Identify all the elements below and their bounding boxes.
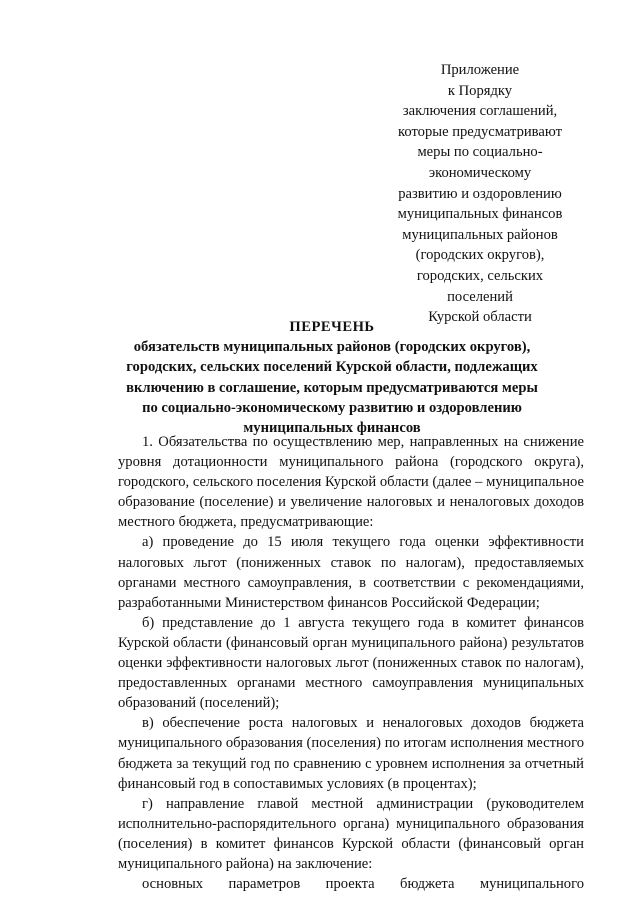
appendix-line: развитию и оздоровлению [398, 185, 562, 202]
body-line: в) обеспечение роста налоговых и неналоговых доходов бюджета [142, 715, 584, 732]
body-line: основных параметров проекта бюджета муниципального [142, 876, 584, 893]
body-line: местного бюджета, предусматривающие: [118, 514, 374, 531]
appendix-line: Курской области [428, 309, 532, 326]
document-title [100, 317, 564, 438]
body-line: муниципального района) на заключение: [118, 855, 373, 872]
body-line: исполнительно-распорядительного органа) муниципального образования [118, 815, 584, 832]
body-line: уровня дотационности муниципального района (городского округа), [118, 454, 584, 471]
appendix-line: заключения соглашений, [402, 103, 558, 120]
appendix-header [370, 60, 590, 328]
body-line: налоговых льгот (пониженных ставок по налогам), предоставляемых [118, 554, 584, 571]
appendix-line: муниципальных финансов [397, 206, 563, 223]
appendix-line: экономическому [428, 164, 532, 181]
document-body [118, 432, 584, 894]
body-line: предоставленных органами местного самоуправления муниципальных [118, 675, 584, 692]
body-line: финансовый год в сопоставимых условиях (в процентах); [118, 775, 477, 792]
title-line: по социально-экономическому развитию и оздоровлению [142, 399, 522, 416]
body-line: г) направление главой местной администрации (руководителем [142, 795, 584, 812]
body-line: городского, сельского поселения Курской области (далее – муниципальное [118, 474, 584, 491]
appendix-line: которые предусматривают [398, 123, 562, 140]
body-line: разработанными Министерством финансов Российской Федерации; [118, 594, 540, 611]
body-line: б) представление до 1 августа текущего года в комитет финансов [142, 614, 584, 631]
appendix-line: меры по социально- [417, 144, 543, 161]
body-line: органами местного самоуправления, в соответствии с рекомендациями, [118, 574, 584, 591]
body-line: (поселения) в комитет финансов Курской области (финансовый орган [118, 835, 584, 852]
appendix-line: муниципальных районов [402, 226, 558, 243]
appendix-line: Приложение [440, 62, 520, 78]
title-line: муниципальных финансов [243, 420, 421, 437]
body-line: образований (поселений); [118, 695, 280, 712]
title-heading: ПЕРЕЧЕНЬ [289, 319, 375, 335]
body-line: Курской области (финансовый орган муниципального района) результатов [118, 634, 584, 651]
body-line: бюджета за текущий год по сравнению с уровнем исполнения за отчетный [118, 755, 584, 772]
title-line: городских, сельских поселений Курской области, подлежащих [126, 359, 538, 376]
body-line: муниципального образования (поселения) по итогам исполнения местного [118, 735, 584, 752]
body-line: оценки эффективности налоговых льгот (пониженных ставок по налогам), [118, 655, 584, 672]
appendix-line: (городских округов), [415, 247, 545, 264]
appendix-line: городских, сельских [416, 267, 544, 284]
appendix-line: поселений [447, 288, 513, 305]
appendix-line: к Порядку [447, 82, 513, 99]
title-line: включению в соглашение, которым предусматриваются меры [126, 379, 538, 396]
title-line: обязательств муниципальных районов (городских округов), [133, 339, 531, 356]
body-line: 1. Обязательства по осуществлению мер, направленных на снижение [142, 434, 584, 450]
body-line: а) проведение до 15 июля текущего года оценки эффективности [142, 534, 584, 551]
body-line: образование (поселение) и увеличение налоговых и неналоговых доходов [118, 494, 584, 511]
